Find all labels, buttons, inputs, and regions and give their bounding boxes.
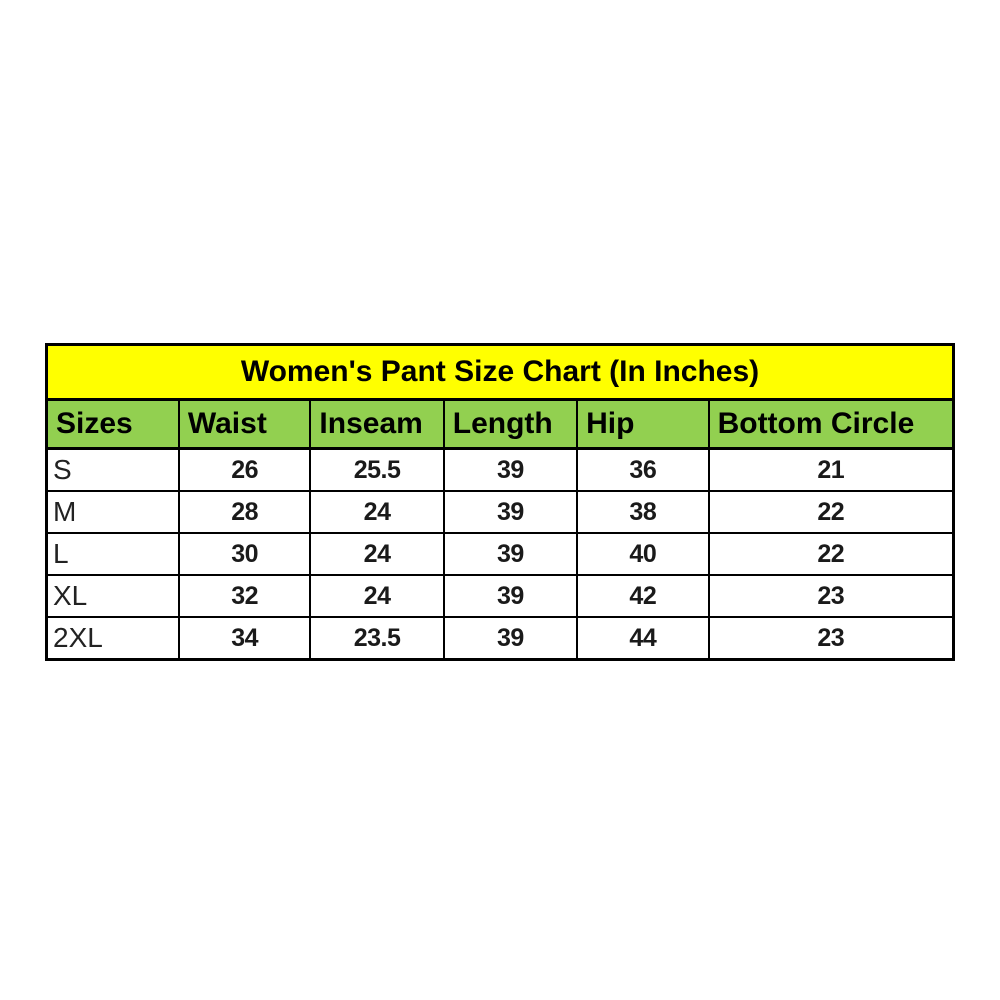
value-cell: 39 xyxy=(444,491,577,533)
value-cell: 39 xyxy=(444,449,577,492)
value-cell: 24 xyxy=(310,533,443,575)
value-cell: 22 xyxy=(709,533,954,575)
value-cell: 34 xyxy=(179,617,311,660)
chart-title: Women's Pant Size Chart (In Inches) xyxy=(47,345,954,400)
column-header-bottom-circle: Bottom Circle xyxy=(709,400,954,449)
column-header-length: Length xyxy=(444,400,577,449)
value-cell: 21 xyxy=(709,449,954,492)
value-cell: 30 xyxy=(179,533,311,575)
value-cell: 39 xyxy=(444,533,577,575)
value-cell: 23.5 xyxy=(310,617,443,660)
value-cell: 23 xyxy=(709,575,954,617)
value-cell: 23 xyxy=(709,617,954,660)
size-label-cell: XL xyxy=(47,575,179,617)
value-cell: 39 xyxy=(444,617,577,660)
table-row-xl xyxy=(47,575,954,617)
value-cell: 40 xyxy=(577,533,709,575)
value-cell: 28 xyxy=(179,491,311,533)
column-header-waist: Waist xyxy=(179,400,311,449)
table-row-l xyxy=(47,533,954,575)
value-cell: 24 xyxy=(310,491,443,533)
value-cell: 42 xyxy=(577,575,709,617)
value-cell: 39 xyxy=(444,575,577,617)
size-label-cell: 2XL xyxy=(47,617,179,660)
table-row-m xyxy=(47,491,954,533)
size-label-cell: S xyxy=(47,449,179,492)
title-row xyxy=(47,345,954,400)
value-cell: 22 xyxy=(709,491,954,533)
value-cell: 32 xyxy=(179,575,311,617)
size-label-cell: M xyxy=(47,491,179,533)
value-cell: 25.5 xyxy=(310,449,443,492)
table-row-s xyxy=(47,449,954,492)
value-cell: 36 xyxy=(577,449,709,492)
header-row xyxy=(47,400,954,449)
value-cell: 44 xyxy=(577,617,709,660)
size-label-cell: L xyxy=(47,533,179,575)
column-header-sizes: Sizes xyxy=(47,400,179,449)
column-header-inseam: Inseam xyxy=(310,400,443,449)
value-cell: 26 xyxy=(179,449,311,492)
value-cell: 38 xyxy=(577,491,709,533)
value-cell: 24 xyxy=(310,575,443,617)
size-chart-table xyxy=(45,343,955,661)
column-header-hip: Hip xyxy=(577,400,709,449)
table-row-2xl xyxy=(47,617,954,660)
